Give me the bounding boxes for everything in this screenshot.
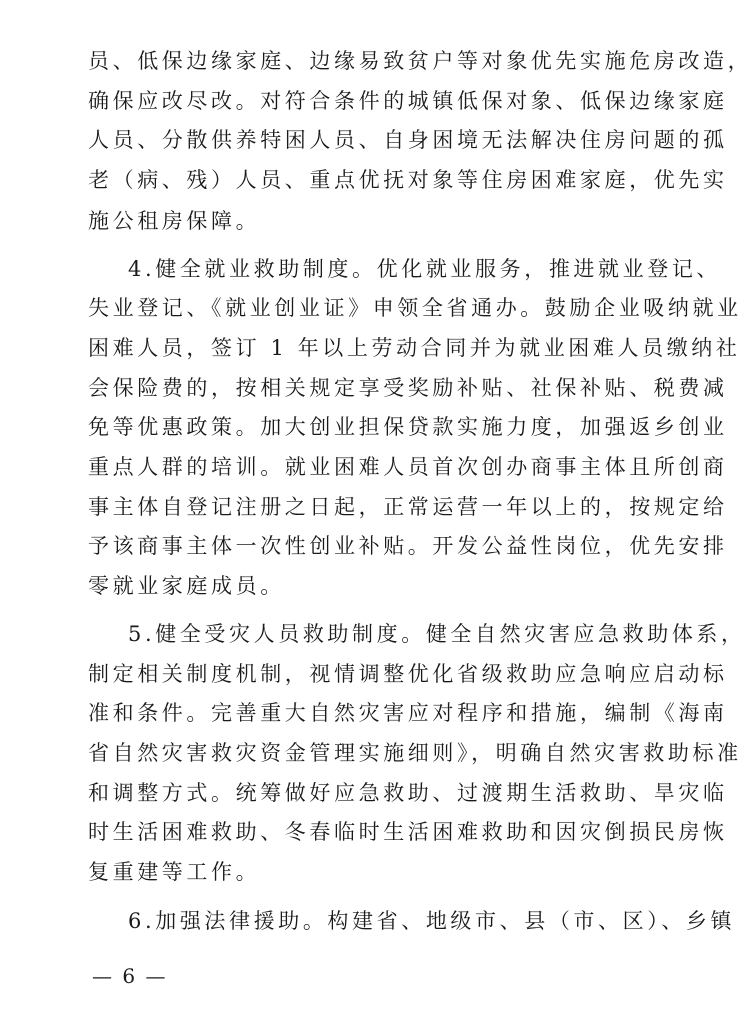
- text-line: 事主体自登记注册之日起，正常运营一年以上的，按规定给: [88, 495, 728, 519]
- text-line: 员、低保边缘家庭、边缘易致贫户等对象优先实施危房改造，: [88, 49, 753, 73]
- page-number: — 6 —: [92, 964, 168, 988]
- text-line: 零就业家庭成员。: [88, 574, 285, 598]
- text-line: 准和条件。完善重大自然灾害应对程序和措施，编制《海南: [88, 701, 728, 725]
- text-line: 时生活困难救助、冬春临时生活困难救助和因灾倒损民房恢: [88, 820, 728, 844]
- text-line: 确保应改尽改。对符合条件的城镇低保对象、低保边缘家庭: [88, 89, 728, 113]
- text-line: 困难人员，签订 1 年以上劳动合同并为就业困难人员缴纳社: [88, 336, 741, 360]
- text-line: 失业登记、《就业创业证》申领全省通办。鼓励企业吸纳就业: [88, 296, 742, 320]
- text-line: 人员、分散供养特困人员、自身困境无法解决住房问题的孤: [88, 128, 728, 152]
- text-line: 会保险费的，按相关规定享受奖励补贴、社保补贴、税费减: [88, 376, 728, 400]
- text-line: 重点人群的培训。就业困难人员首次创办商事主体且所创商: [88, 455, 728, 479]
- paragraph-heading-line: 4.健全就业救助制度。优化就业服务，推进就业登记、: [128, 257, 722, 281]
- paragraph-heading-line: 6.加强法律援助。构建省、地级市、县（市、区）、乡镇: [128, 909, 736, 933]
- text-line: 和调整方式。统筹做好应急救助、过渡期生活救助、旱灾临: [88, 781, 728, 805]
- text-line: 省自然灾害救灾资金管理实施细则》，明确自然灾害救助标准: [88, 741, 742, 765]
- text-line: 免等优惠政策。加大创业担保贷款实施力度，加强返乡创业: [88, 415, 728, 439]
- text-line: 老（病、残）人员、重点优抚对象等住房困难家庭，优先实: [88, 168, 728, 192]
- text-line: 制定相关制度机制，视情调整优化省级救助应急响应启动标: [88, 662, 728, 686]
- text-line: 予该商事主体一次性创业补贴。开发公益性岗位，优先安排: [88, 534, 728, 558]
- text-line: 施公租房保障。: [88, 209, 261, 233]
- paragraph-heading-line: 5.健全受灾人员救助制度。健全自然灾害应急救助体系，: [128, 622, 746, 646]
- text-line: 复重建等工作。: [88, 860, 261, 884]
